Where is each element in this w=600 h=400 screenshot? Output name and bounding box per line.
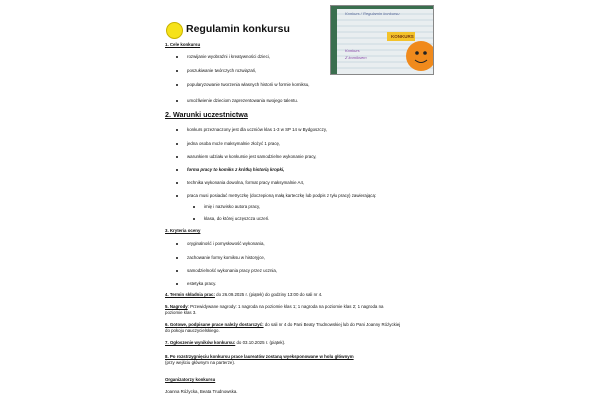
list-item: oryginalność i pomysłowość wykonania,: [187, 241, 265, 246]
bullet: [176, 243, 178, 245]
list-item: estetyka pracy.: [187, 281, 217, 286]
contest-photo: [330, 5, 434, 75]
photo-handwriting-2: KONKURS: [391, 34, 414, 39]
sub-list-item: imię i nazwisko autora pracy,: [204, 204, 261, 209]
bullet: [176, 143, 178, 145]
section-6: [165, 322, 400, 327]
section-6-line2: do pokoju nauczycielskiego.: [165, 328, 220, 333]
bullet: [176, 56, 178, 58]
list-item: umożliwienie dzieciom zaprezentowania swojego talentu.: [187, 98, 299, 103]
section-7: [165, 340, 285, 345]
sub-bullet: [193, 206, 195, 208]
list-item: warunkiem udziału w konkursie jest samodzielne wykonanie pracy,: [187, 154, 317, 159]
section-4: [165, 292, 322, 297]
bullet: [176, 169, 178, 171]
photo-handwriting-3: Konkurs: [345, 48, 360, 53]
section-5: [165, 304, 383, 309]
bullet: [176, 257, 178, 259]
photo-handwriting-4: Z komiksem: [345, 55, 367, 60]
photo-handwriting-1: Konkurs / Regulamin konkursu: [345, 11, 400, 16]
section-6-label: 6. Gotowe, podpisane prace należy dostarczyć:: [165, 322, 264, 327]
page-title: Regulamin konkursu: [186, 23, 290, 35]
section-3-heading: 3. Kryteria oceny: [165, 228, 201, 233]
list-item: poszukiwanie twórczych rozwiązań,: [187, 68, 257, 73]
section-4-label: 4. Termin składnia prac:: [165, 292, 215, 297]
sub-bullet: [193, 218, 195, 220]
organizers-names: Joanna Różycka, Beata Trudnowska.: [165, 389, 238, 394]
section-7-text: do 03.10.2025 r. (piątek).: [235, 340, 286, 345]
list-item: konkurs przeznaczony jest dla uczniów klas 1-3 w SP 14 w Bydgoszczy,: [187, 127, 327, 132]
bullet: [176, 129, 178, 131]
sub-list-item: klasa, do której uczęszcza uczeń.: [204, 216, 270, 221]
bullet: [176, 195, 178, 197]
section-7-label: 7. Ogłoszenie wyników konkursu:: [165, 340, 236, 345]
list-item: samodzielność wykonania pracy przez ucznia,: [187, 268, 278, 273]
list-item: zachowanie formy komiksu w historyjce,: [187, 255, 266, 260]
bullet: [176, 100, 178, 102]
section-5-label: 5. Nagrody: [165, 304, 188, 309]
list-item: popularyzowanie tworzenia własnych historii w formie komiksu,: [187, 82, 310, 87]
section-8-label: 8. Po rozstrzygnięciu konkursu prace laureatów zostaną wyeksponowane w holu głównym: [165, 354, 354, 359]
bullet: [176, 84, 178, 86]
bullet: [176, 70, 178, 72]
list-item: jedna osoba może maksymalnie złożyć 1 pracę,: [187, 141, 281, 146]
section-6-line1: do sali nr 4 do Pani Beaty Trudnowskiej lub do Pani Joanny Różyckiej: [263, 322, 401, 327]
list-item: rozwijanie wyobraźni i kreatywności dzieci,: [187, 54, 270, 59]
bullet: [176, 182, 178, 184]
bullet: [176, 283, 178, 285]
list-item: forma pracy to komiks z krótką historią kropki,: [187, 167, 285, 172]
bullet: [176, 156, 178, 158]
organizers-heading: Organizatorzy konkursu: [165, 377, 216, 382]
bullet: [176, 270, 178, 272]
section-8-line2: (przy wejściu głównym na parterze).: [165, 360, 236, 365]
section-1-heading: 1. Cele konkursu: [165, 42, 201, 47]
section-5-line2: poziomie klas 3.: [165, 310, 197, 315]
list-item: technika wykonania dowolna, format pracy maksymalnie A4,: [187, 180, 305, 185]
section-2-heading: 2. Warunki uczestnictwa: [165, 110, 248, 119]
list-item: praca musi posiadać metryczkę (doczepioną małą karteczkę lub podpis z tyłu pracy) zawierającą:: [187, 193, 377, 198]
section-5-line1: : Przewidywane nagrody: 1 nagroda na poziomie klas 1; 1 nagroda na poziomie klas 2; 1 nagroda na: [187, 304, 384, 309]
section-4-text: do 26.09.2025 r. (piątek) do godziny 13:00 do sali nr 4.: [214, 292, 323, 297]
sun-icon: [166, 22, 183, 39]
